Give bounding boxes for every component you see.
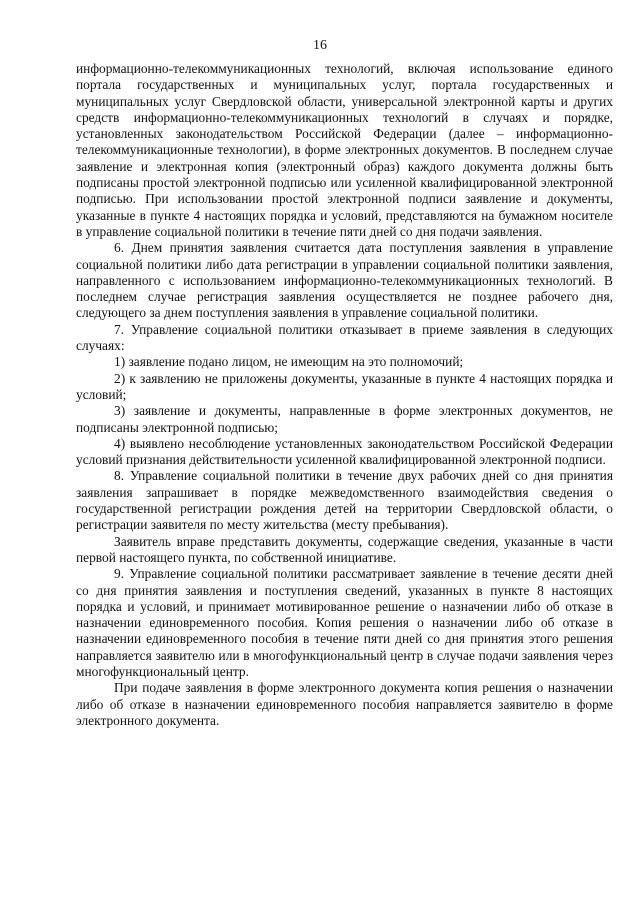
paragraph-item-7: 7. Управление социальной политики отказывает в приеме заявления в следующих случаях: xyxy=(76,321,613,354)
paragraph-item-8-part-2: Заявитель вправе представить документы, содержащие сведения, указанные в части первой настоящего пункта, по собственной инициативе. xyxy=(76,533,613,565)
subitem-7-4: 4) выявлено несоблюдение установленных законодательством Российской Федерации условий признания действительности усиленной квалифицированной электронной подписи. xyxy=(76,435,613,468)
paragraph-item-8: 8. Управление социальной политики в течение двух рабочих дней со дня принятия заявления запрашивает в порядке межведомственного взаимодействия сведения о государственной регистрации рождения детей на территории Свердловской области, о регистрации заявителя по месту жительства (месту пребывания). xyxy=(76,468,613,533)
page-number: 16 xyxy=(313,38,327,53)
paragraph-item-6: 6. Днем принятия заявления считается дата поступления заявления в управление социальной политики либо дата регистрации в управлении социальной политики заявления, направленного с использованием информационно-телекоммуникационных технологий. В последнем случае регистрация заявления осуществляется не позднее рабочего дня, следующего за днем поступления заявления в управление социальной политики. xyxy=(76,240,613,321)
subitem-7-3: 3) заявление и документы, направленные в форме электронных документов, не подписаны электронной подписью; xyxy=(76,403,613,435)
paragraph-continuation: информационно-телекоммуникационных технологий, включая использование единого портала государственных и муниципальных услуг, портала государственных и муниципальных услуг Свердловской области, универсальной электронной карты и других средств информационно-телекоммуникационных технологий в случаях и порядке, установленных законодательством Российской Федерации (далее – информационно-телекоммуникационные технологии), в форме электронных документов. В последнем случае заявление и электронная копия (электронный образ) каждого документа должны быть подписаны простой электронной подписью или усиленной квалифицированной электронной подписью. При использовании простой электронной подписи заявление и документы, указанные в пункте 4 настоящих порядка и условий, представляются на бумажном носителе в управление социальной политики в течение пяти дней со дня подачи заявления. xyxy=(76,61,613,239)
paragraph-item-9: 9. Управление социальной политики рассматривает заявление в течение десяти дней со дня принятия заявления и поступления сведений, указанных в пункте 8 настоящих порядка и условий, и принимает мотивированное решение о назначении либо об отказе в назначении единовременного пособия. Копия решения о назначении либо об отказе в назначении единовременного пособия в течение пяти дней со дня принятия этого решения направляется заявителю или в многофункциональный центр в случае подачи заявления через многофункциональный центр. xyxy=(76,566,613,679)
subitem-7-1: 1) заявление подано лицом, не имеющим на это полномочий; xyxy=(114,354,464,370)
body-text xyxy=(76,61,613,729)
paragraph-item-9-part-2: При подаче заявления в форме электронного документа копия решения о назначении либо об отказе в назначении единовременного пособия направляется заявителю в форме электронного документа. xyxy=(76,680,613,728)
subitem-7-2: 2) к заявлению не приложены документы, указанные в пункте 4 настоящих порядка и условий; xyxy=(76,370,613,402)
